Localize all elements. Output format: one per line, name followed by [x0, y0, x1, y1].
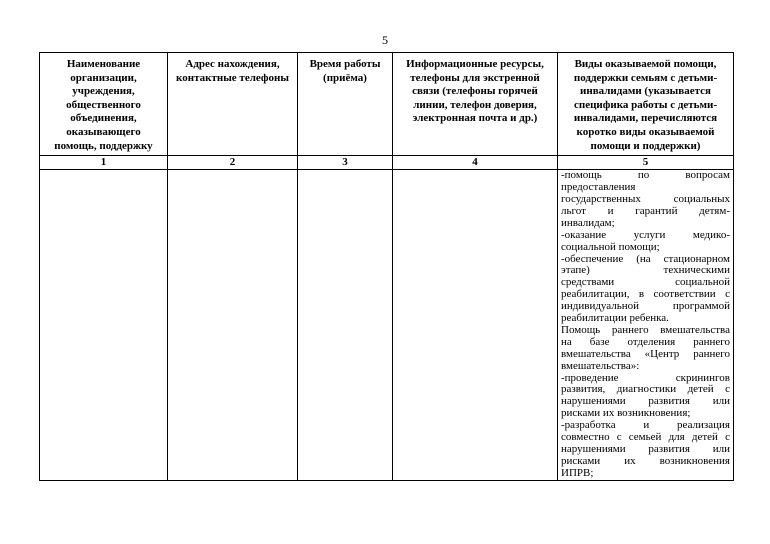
column-number-2: 2: [168, 156, 298, 170]
header-row: [40, 53, 734, 156]
assistance-line: совместно с семьей для детей с: [561, 431, 730, 444]
table-row: [40, 170, 734, 481]
assistance-line: инвалидам;: [561, 216, 615, 229]
assistance-line: -помощь по вопросам: [561, 169, 730, 182]
column-number-5: 5: [558, 156, 734, 170]
assistance-line: нарушениями развития или: [561, 443, 730, 455]
assistance-line: рисками их возникновения;: [561, 407, 691, 420]
cell-information-resources: [393, 170, 558, 481]
assistance-line: вмешательства»:: [561, 359, 640, 372]
assistance-line: индивидуальной программой: [561, 300, 730, 313]
cell-types-of-assistance: [558, 170, 734, 481]
page-number: 5: [382, 33, 388, 47]
assistance-line: на базе отделения раннего: [561, 335, 730, 348]
column-number-4: 4: [393, 156, 558, 170]
assistance-line: развития, диагностики детей с: [561, 383, 730, 396]
assistance-line: этапе) техническими: [561, 264, 730, 277]
cell-working-hours: [298, 170, 393, 481]
assistance-line: средствами социальной: [561, 276, 730, 289]
assistance-line: льгот и гарантий детям-: [561, 204, 730, 217]
assistance-line: ИПРВ;: [561, 466, 594, 479]
header-address-contacts: Адрес нахождения, контактные телефоны: [168, 53, 298, 156]
header-information-resources: Информационные ресурсы, телефоны для экстренной связи (телефоны горячей линии, телефон доверия, электронная почта и др.): [393, 53, 558, 156]
assistance-line: предоставления: [561, 181, 636, 194]
assistance-line: социальной помощи;: [561, 240, 660, 253]
assistance-line: Помощь раннего вмешательства: [561, 323, 730, 336]
assistance-line: государственных социальных: [561, 192, 730, 205]
cell-organization-name: [40, 170, 168, 481]
assistance-line: реабилитации, в соответствии с: [561, 288, 730, 301]
header-types-of-assistance: Виды оказываемой помощи, поддержки семьям с детьми-инвалидами (указывается специфика работы с детьми-инвалидами, перечисляются коротко виды оказываемой помощи и поддержки): [558, 53, 734, 156]
support-organizations-table: [39, 52, 734, 481]
assistance-line: -обеспечение (на стационарном: [561, 252, 730, 265]
column-number-3: 3: [298, 156, 393, 170]
assistance-line: нарушениями развития или: [561, 395, 730, 408]
assistance-line: -разработка и реализация: [561, 419, 730, 432]
header-working-hours: Время работы (приёма): [298, 53, 393, 156]
cell-address-contacts: [168, 170, 298, 481]
column-number-row: [40, 156, 734, 170]
assistance-line: реабилитации ребенка.: [561, 312, 669, 325]
header-organization-name: Наименование организации, учреждения, общественного объединения, оказывающего помощь, поддержку: [40, 53, 168, 156]
assistance-line: -проведение скринингов: [561, 371, 730, 384]
assistance-line: -оказание услуги медико-: [561, 228, 730, 241]
column-number-1: 1: [40, 156, 168, 170]
assistance-line: рисками их возникновения: [561, 454, 730, 467]
assistance-line: вмешательства «Центр раннего: [561, 347, 730, 360]
